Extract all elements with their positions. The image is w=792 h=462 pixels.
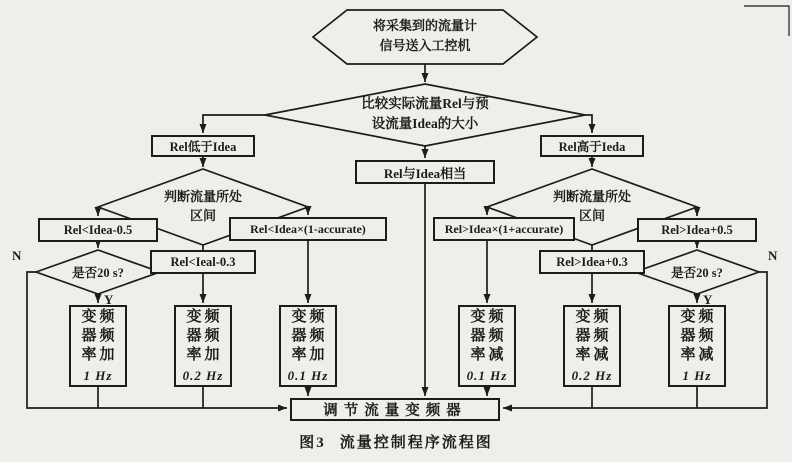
label-yes-left: Y	[104, 292, 114, 307]
figure-caption-title: 流量控制程序流程图	[339, 435, 493, 451]
page-border-artifact	[744, 6, 789, 36]
branch-low-box: Rel低于Idea	[151, 135, 255, 157]
interval-decision-right-text: 判断流量所处 区间	[552, 188, 631, 223]
compare-decision-text: 比较实际流量Rel与预 设流量Idea的大小	[361, 96, 489, 131]
label-no-right: N	[768, 248, 778, 263]
action-increase-0-1hz: 变频 器频 率加 0.1 Hz	[279, 305, 337, 387]
action-increase-0-2hz: 变频 器频 率加 0.2 Hz	[174, 305, 232, 387]
condition-rel-lt-idea-accurate: Rel<Idea×(1-accurate)	[229, 217, 387, 241]
action-decrease-0-2hz: 变频 器频 率减 0.2 Hz	[563, 305, 621, 387]
condition-rel-lt-idea-0-5: Rel<Idea-0.5	[38, 218, 158, 242]
branch-equal-box: Rel与Idea相当	[355, 160, 495, 184]
action-decrease-0-1hz: 变频 器频 率减 0.1 Hz	[458, 305, 516, 387]
branch-high-box: Rel高于Ieda	[540, 135, 644, 157]
adjust-output-box: 调节流量变频器	[290, 398, 500, 421]
label-no-left: N	[12, 248, 22, 263]
label-yes-right: Y	[703, 292, 713, 307]
action-decrease-1hz: 变频 器频 率减 1 Hz	[668, 305, 726, 387]
timer-decision-left-text: 是否20 s?	[72, 266, 124, 280]
condition-rel-lt-ieal-0-3: Rel<Ieal-0.3	[150, 250, 256, 274]
figure-caption-number: 图3	[299, 435, 326, 451]
action-increase-1hz: 变频 器频 率加 1 Hz	[69, 305, 127, 387]
condition-rel-gt-idea-0-5: Rel>Idea+0.5	[637, 218, 757, 242]
start-node-text: 将采集到的流量计 信号送入工控机	[372, 17, 477, 53]
condition-rel-gt-idea-accurate: Rel>Idea×(1+accurate)	[433, 217, 575, 241]
timer-decision-right-text: 是否20 s?	[671, 266, 723, 280]
condition-rel-gt-idea-0-3: Rel>Idea+0.3	[539, 250, 645, 274]
interval-decision-left-text: 判断流量所处 区间	[163, 188, 242, 223]
figure-caption	[0, 431, 792, 452]
